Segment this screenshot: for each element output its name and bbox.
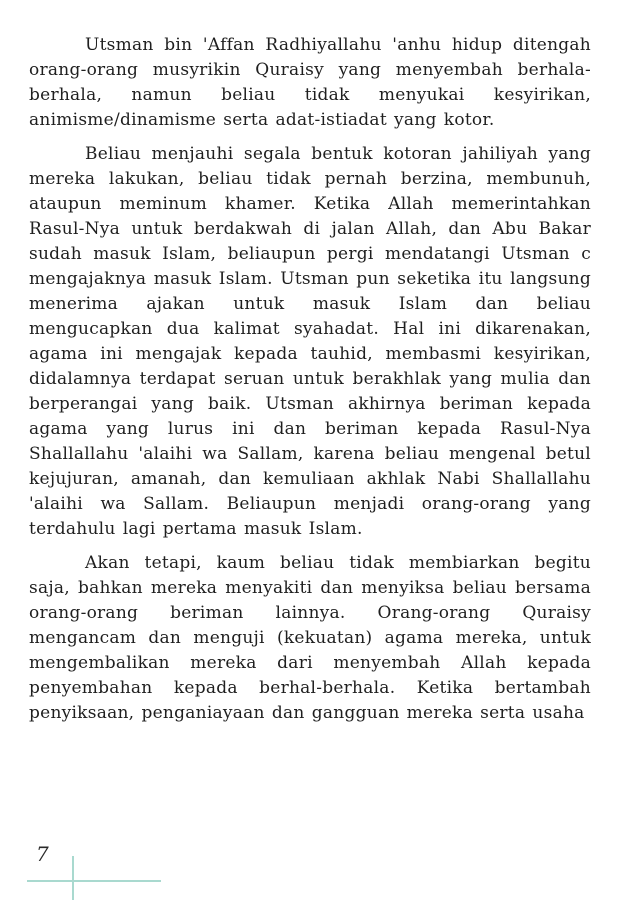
body-text [29, 33, 591, 735]
paragraph-2: Beliau menjauhi segala bentuk kotoran jahiliyah yang mereka lakukan, beliau tidak pernah berzina, membunuh, ataupun meminum khamer. Ketika Allah memerintahkan Rasul-Nya untuk berdakwah di jalan Allah, dan Abu Bakar sudah masuk Islam, beliaupun pergi mendatangi Utsman c mengajaknya masuk Islam. Utsman pun seketika itu langsung menerima ajakan untuk masuk Islam dan beliau mengucapkan dua kalimat syahadat. Hal ini dikarenakan, agama ini mengajak kepada tauhid, membasmi kesyirikan, didalamnya terdapat seruan untuk berakhlak yang mulia dan berperangai yang baik. Utsman akhirnya beriman kepada agama yang lurus ini dan beriman kepada Rasul-Nya Shallallahu 'alaihi wa Sallam, karena beliau mengenal betul kejujuran, amanah, dan kemuliaan akhlak Nabi Shallallahu 'alaihi wa Sallam. Beliaupun menjadi orang-orang yang terdahulu lagi pertama masuk Islam. [29, 144, 591, 539]
paragraph-3: Akan tetapi, kaum beliau tidak membiarkan begitu saja, bahkan mereka menyakiti dan menyiksa beliau bersama orang-orang beriman lainnya. Orang-orang Quraisy mengancam dan menguji (kekuatan) agama mereka, untuk mengembalikan mereka dari menyembah Allah kepada penyembahan kepada berhal-berhala. Ketika bertambah penyiksaan, penganiayaan dan gangguan mereka serta usaha [29, 553, 591, 723]
decorative-horizontal-line [27, 880, 161, 882]
paragraph-1: Utsman bin 'Affan Radhiyallahu 'anhu hidup ditengah orang-orang musyrikin Quraisy yang menyembah berhala-berhala, namun beliau tidak menyukai kesyirikan, animisme/dinamisme serta adat-istiadat yang kotor. [29, 35, 591, 130]
page-number: 7 [36, 842, 49, 866]
decorative-vertical-line [72, 856, 74, 900]
